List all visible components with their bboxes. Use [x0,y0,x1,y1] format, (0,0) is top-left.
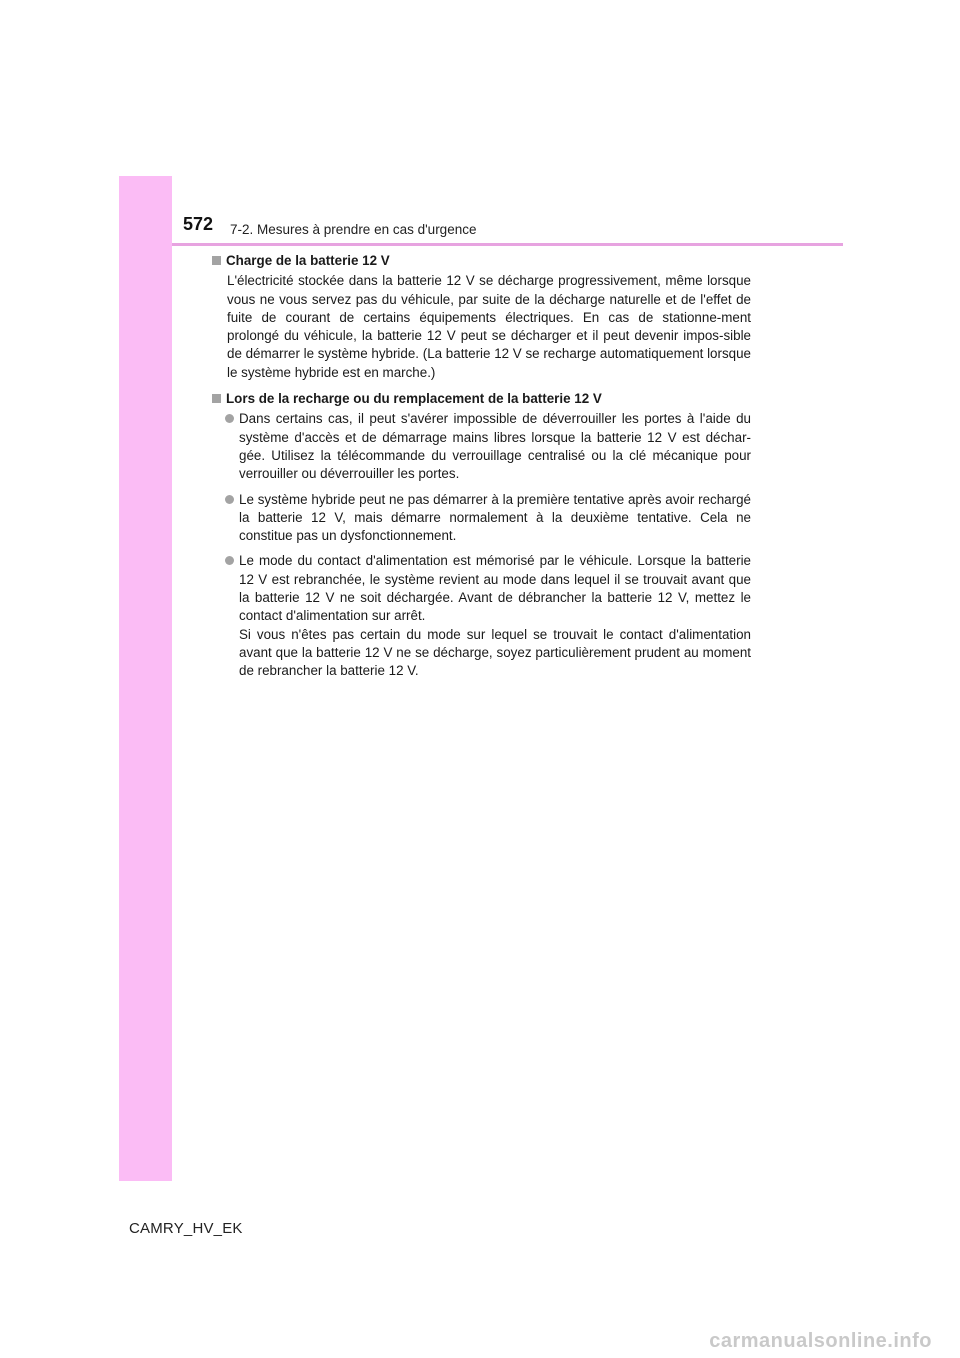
section-heading-charge [211,252,751,270]
circle-bullet-icon [225,556,234,565]
section-heading-text: Charge de la batterie 12 V [226,253,390,268]
section-paragraph: L'électricité stockée dans la batterie 12 V se décharge progressivement, même lorsque vous ne vous servez pas du véhicule, par suite de la décharge naturelle et de l'effet de fuite de courant de certains équipements électriques. En cas de stationne-ment prolongé du véhicule, la batterie 12 V peut se décharger et il peut devenir impos-sible de démarrer le système hybride. (La batterie 12 V se recharge automatiquement lorsque le système hybride est en marche.) [227,273,752,380]
bullet-item [211,491,751,546]
square-bullet-icon [212,394,221,403]
square-bullet-icon [212,256,221,265]
circle-bullet-icon [225,414,234,423]
bullet-item [211,552,751,680]
section-title: 7-2. Mesures à prendre en cas d'urgence [230,222,477,237]
page-content [211,250,751,688]
bullet-text: Le mode du contact d'alimentation est mémorisé par le véhicule. Lorsque la batterie 12 V est rebranchée, le système revient au mode dans lequel il se trouvait avant que la batterie 12 V ne soit déchargée. Avant de débrancher la batterie 12 V, mettez le contact d'alimentation sur arrêt. Si vous n'êtes pas certain du mode sur lequel se trouvait le contact d'alimentation avant que la batterie 12 V ne se décharge, soyez particulièrement prudent au moment de rebrancher la batterie 12 V. [239,553,751,679]
page-number: 572 [183,214,214,234]
header-divider [172,243,843,246]
section-heading-text: Lors de la recharge ou du remplacement de la batterie 12 V [226,391,602,407]
bullet-item [211,410,751,483]
circle-bullet-icon [225,495,234,504]
section-heading-recharge [211,390,751,408]
bullet-text: Le système hybride peut ne pas démarrer à la première tentative après avoir rechargé la batterie 12 V, mais démarre normalement à la deuxième tentative. Cela ne constitue pas un dysfonctionnement. [239,491,751,544]
model-code: CAMRY_HV_EK [129,1220,243,1237]
watermark [0,1324,960,1358]
bullet-text: Dans certains cas, il peut s'avérer impossible de déverrouiller les portes à l'aide du système d'accès et de démarrage mains libres lorsque la batterie 12 V est déchar-gée. Utilisez la télécommande du verrouillage centralisé ou la clé mécanique pour verrouiller ou déverrouiller les portes. [239,411,751,482]
watermark-text: carmanualsonline.info [709,1329,932,1352]
side-color-band [119,176,172,1181]
